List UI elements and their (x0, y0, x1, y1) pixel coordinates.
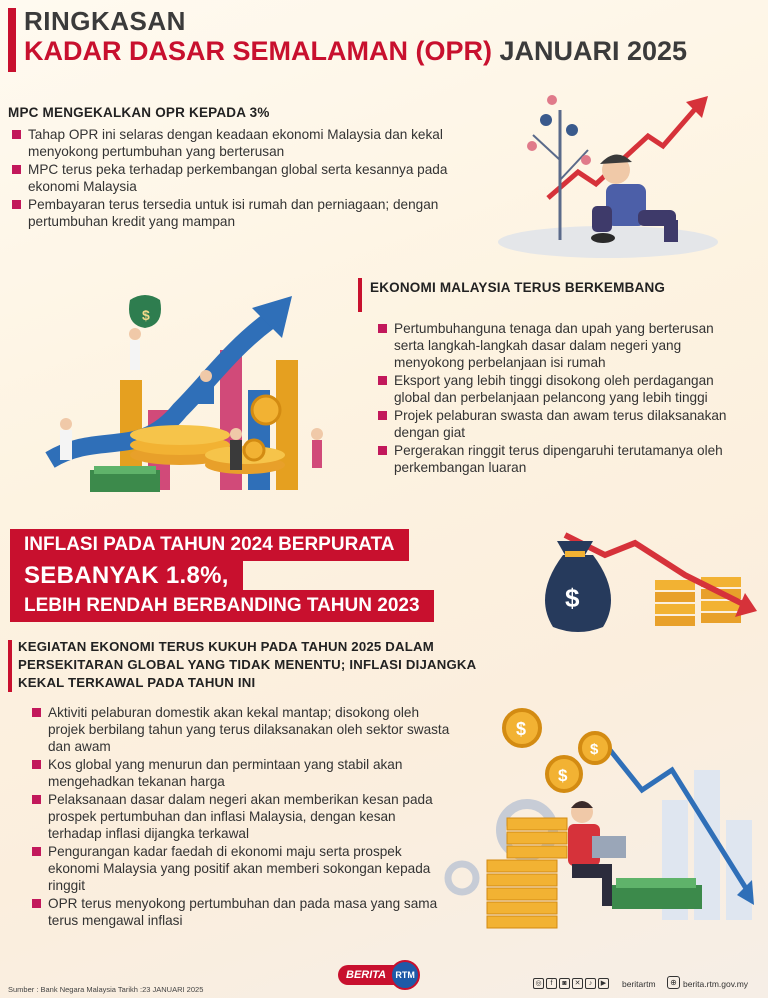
svg-text:$: $ (142, 307, 150, 323)
list-item: Pengurangan kadar faedah di ekonomi maju serta prospek ekonomi Malaysia yang positif akan memberi sokongan kepada ringgit (30, 843, 450, 894)
list-item: Pergerakan ringgit terus dipengaruhi terutamanya oleh perkembangan luaran (376, 442, 736, 476)
list-item: Kos global yang menurun dan permintaan yang stabil akan mengehadkan tekanan harga (30, 756, 450, 790)
x-icon[interactable]: ✕ (572, 978, 583, 989)
section2-heading: EKONOMI MALAYSIA TERUS BERKEMBANG (370, 280, 666, 295)
social-icons (533, 978, 609, 989)
tiktok-icon[interactable]: ♪ (585, 978, 596, 989)
section3-heading-line: KEGIATAN EKONOMI TERUS KUKUH PADA TAHUN 2025 DALAM (18, 639, 434, 654)
whatsapp-icon[interactable]: ◎ (533, 978, 544, 989)
title-accent-bar (8, 8, 16, 72)
inflation-ribbon-line1: INFLASI PADA TAHUN 2024 BERPURATA (10, 529, 409, 561)
title-red-part: KADAR DASAR SEMALAMAN (OPR) (24, 36, 492, 66)
inflation-ribbon-line2: SEBANYAK 1.8%, (10, 560, 243, 592)
section2-accent-bar (358, 278, 362, 312)
youtube-icon[interactable]: ▶ (598, 978, 609, 989)
web-icon: ⊕ (667, 976, 680, 989)
instagram-icon[interactable]: ◙ (559, 978, 570, 989)
list-item: Eksport yang lebih tinggi disokong oleh perdagangan global dan perbelanjaan pelancong yang lebih tinggi (376, 372, 736, 406)
list-item: Tahap OPR ini selaras dengan keadaan ekonomi Malaysia dan kekal menyokong pertumbuhan yang berterusan (10, 126, 462, 160)
svg-text:$: $ (565, 583, 580, 613)
logo-badge: RTM (390, 960, 420, 990)
page-title-line2 (24, 36, 687, 67)
section1-list (10, 126, 462, 231)
list-item: MPC terus peka terhadap perkembangan global serta kesannya pada ekonomi Malaysia (10, 161, 462, 195)
source-note: Sumber : Bank Negara Malaysia Tarikh :23 JANUARI 2025 (8, 985, 204, 994)
facebook-icon[interactable]: f (546, 978, 557, 989)
page-title-line1: RINGKASAN (24, 6, 186, 36)
logo-word: BERITA (338, 965, 394, 985)
growth-chart-illustration (30, 290, 350, 510)
svg-text:$: $ (516, 719, 527, 739)
list-item: Pertumbuhanguna tenaga dan upah yang berterusan serta langkah-langkah dasar dalam negeri yang menyokong perbelanjaan isi rumah (376, 320, 736, 371)
berita-rtm-logo (338, 960, 432, 990)
list-item: Pelaksanaan dasar dalam negeri akan memberikan kesan pada prospek pertumbuhan dan inflasi Malaysia, dengan kesan terhadap inflasi dijangka terkawal (30, 791, 450, 842)
section3-heading (18, 638, 476, 692)
title-dark-part: JANUARI 2025 (499, 36, 688, 66)
section1-heading: MPC MENGEKALKAN OPR KEPADA 3% (8, 105, 270, 120)
list-item: Pembayaran terus tersedia untuk isi rumah dan perniagaan; dengan pertumbuhan kredit yang mampan (10, 196, 462, 230)
list-item: OPR terus menyokong pertumbuhan dan pada masa yang sama terus mengawal inflasi (30, 895, 450, 929)
plant-growth-illustration (488, 80, 728, 260)
svg-text:$: $ (558, 766, 568, 785)
list-item: Projek pelaburan swasta dan awam terus dilaksanakan dengan giat (376, 407, 736, 441)
list-item: Aktiviti pelaburan domestik akan kekal mantap; disokong oleh projek berbilang tahun yang terus dilaksanakan oleh sektor swasta dan awam (30, 704, 450, 755)
money-bag-icon (535, 525, 760, 640)
social-handle[interactable]: beritartm (622, 979, 656, 989)
inflation-ribbon-line3: LEBIH RENDAH BERBANDING TAHUN 2023 (10, 590, 434, 622)
section3-list (30, 704, 450, 930)
section3-accent-bar (8, 640, 12, 692)
section2-list (376, 320, 736, 477)
investor-illustration (432, 700, 762, 935)
website-link[interactable]: berita.rtm.gov.my (683, 979, 749, 989)
section3-heading-line: PERSEKITARAN GLOBAL YANG TIDAK MENENTU; INFLASI DIJANGKA (18, 657, 477, 672)
svg-text:$: $ (590, 741, 599, 758)
section3-heading-line: KEKAL TERKAWAL PADA TAHUN INI (18, 675, 256, 690)
